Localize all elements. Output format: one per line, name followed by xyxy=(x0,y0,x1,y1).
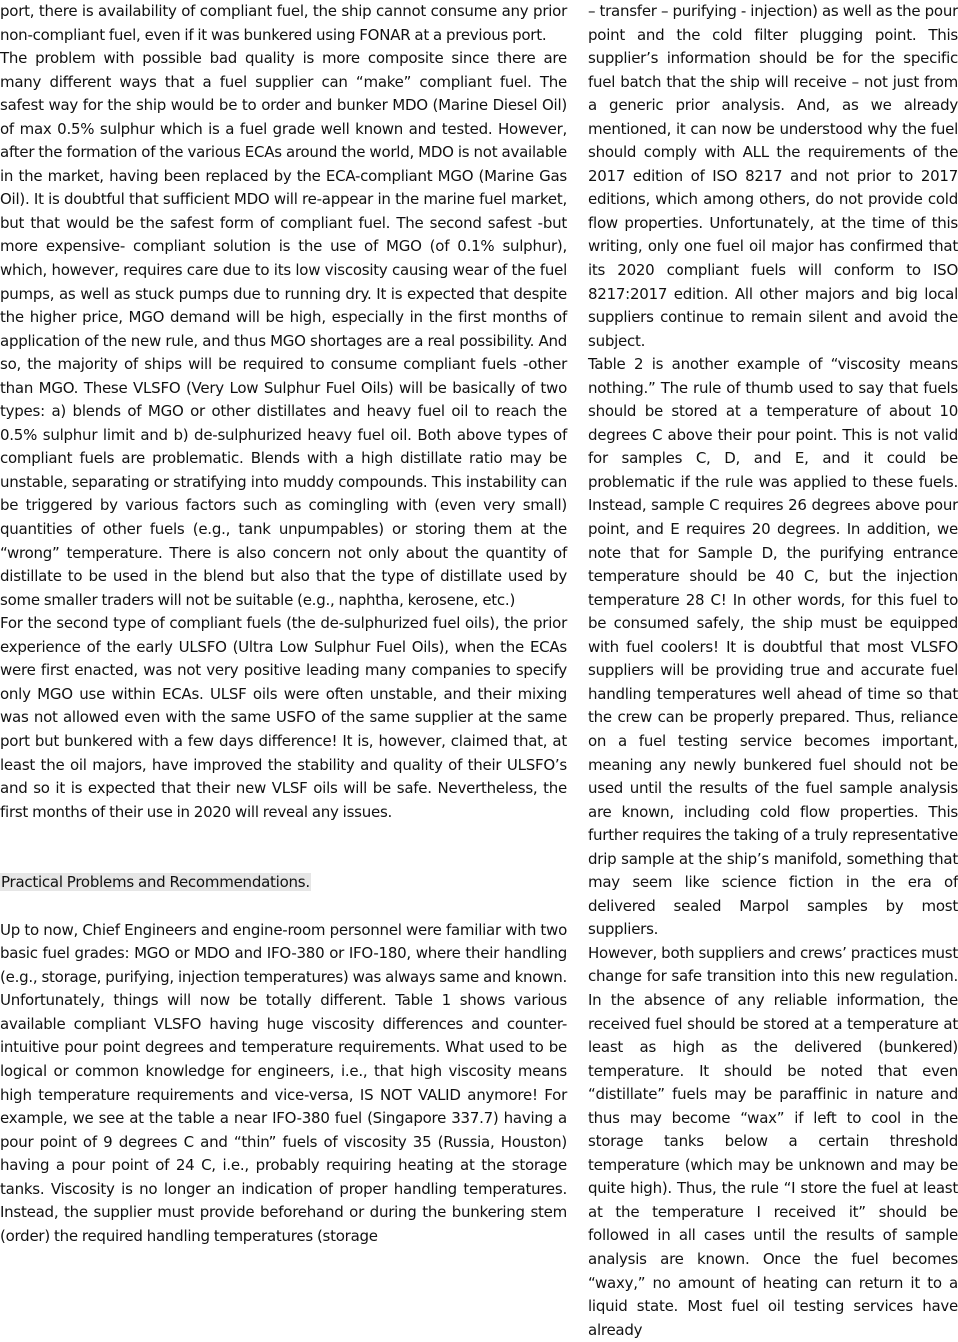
right-column xyxy=(588,0,958,1342)
paragraph-desulphurized-fuels: For the second type of compliant fuels (the de-sulphurized fuel oils), the prior experience of the early ULSFO (Ultra Low Sulphur Fuel Oils), when the ECAs were first enacted, was not very positive leading many companies to specify only MGO use within ECAs. ULSF oils were often unstable, and their mixing was not allowed even with the same USFO of the same supplier at the same port but bunkered with a few days difference! It is, however, claimed that, at least the oil majors, have improved the stability and quality of their ULSFO’s and so it is expected that their new VLSF oils will be safe. Nevertheless, the first months of their use in 2020 will reveal any issues. xyxy=(0,614,567,821)
section-heading: Practical Problems and Recommendations. xyxy=(1,873,310,892)
paragraph-continued-port: port, there is availability of compliant fuel, the ship cannot consume any prior non-compliant fuel, even if it was bunkered using FONAR at a previous port. xyxy=(0,2,567,44)
paragraph-supplier-info: – transfer – purifying - injection) as well as the pour point and the cold filter plugging point. This supplier’s information should be for the specific fuel batch that the ship will receive – not just from a generic prior analysis. And, as we already mentioned, it can now be understood why the fuel should comply with ALL the requirements of the 2017 edition of ISO 8217 and not prior to 2017 editions, which among others, do not provide cold flow properties. Unfortunately, at the time of this writing, only one fuel oil major has confirmed that its 2020 compliant fuels will conform to ISO 8217:2017 edition. All other majors and big local suppliers continue to remain silent and avoid the subject. xyxy=(588,2,958,350)
spacer xyxy=(0,895,567,919)
paragraph-practical-problems: Up to now, Chief Engineers and engine-room personnel were familiar with two basic fuel grades: MGO or MDO and IFO-380 or IFO-180, where their handling (e.g., storage, purifying, injection temperatures) was always same and known. Unfortunately, things will now be totally different. Table 1 shows various available compliant VLSFO having huge viscosity differences and counter-intuitive pour point degrees and temperature requirements. What used to be logical or common knowledge for engineers, i.e., that high viscosity means high temperature requirements and vice-versa, IS NOT VALID anymore! For example, we see at the table a near IFO-380 fuel (Singapore 337.7) having a pour point of 9 degrees C and “thin” fuels of viscosity 35 (Russia, Houston) having a pour point of 24 C, i.e., probably requiring heating at the storage tanks. Viscosity is no longer an indication of proper handling temperatures. Instead, the supplier must provide beforehand or during the bunkering stem (order) the required handling temperatures (storage xyxy=(0,920,567,1245)
section-heading-wrap xyxy=(0,871,567,895)
paragraph-table-2: Table 2 is another example of “viscosity means nothing.” The rule of thumb used to say that fuels should be stored at a temperature of about 10 degrees C above their pour point. This is not valid for samples C, D, and E, and it could be problematic if the rule was applied to these fuels. Instead, sample C requires 26 degrees above pour point, and E requires 20 degrees. In addition, we note that for Sample D, the purifying entrance temperature should be 40 C, but the injection temperature 28 C! In other words, for this fuel to be consumed safely, the ship must be equipped with fuel coolers! It is doubtful that most VLSFO suppliers will be providing true and accurate fuel handling temperatures well ahead of time so that the crew can be properly prepared. Thus, reliance on a fuel testing service becomes important, meaning any newly bunkered fuel should not be used until the results of the fuel sample analysis are known, including cold flow properties. This further requires the taking of a truly representative drip sample at the ship’s manifold, something that may seem like science fiction in the era of delivered sealed Marpol samples by most suppliers. xyxy=(588,355,958,939)
spacer xyxy=(0,824,567,871)
paragraph-fuel-quality: The problem with possible bad quality is more composite since there are many different ways that a fuel supplier can “make” compliant fuel. The safest way for the ship would be to order and bunker MDO (Marine Diesel Oil) of max 0.5% sulphur which is a fuel grade well known and tested. However, after the formation of the various ECAs around the world, MDO is not available in the market, having been replaced by the ECA-compliant MGO (Marine Gas Oil). It is doubtful that sufficient MDO will re-appear in the marine fuel market, but that would be the safest form of compliant fuel. The second safest -but more expensive- compliant solution is the use of MGO (of 0.1% sulphur), which, however, requires care due to its low viscosity causing wear of the fuel pumps, as well as stuck pumps due to running dry. It is expected that despite the higher price, MGO demand will be high, especially in the first months of application of the new rule, and thus MGO shortages are a real possibility. And so, the majority of ships will be required to consume compliant fuels -other than MGO. These VLSFO (Very Low Sulphur Fuel Oils) will be basically of two types: a) blends of MGO or other distillates and heavy fuel oil to reach the 0.5% sulphur limit and b) de-sulphurized heavy fuel oil. Both above types of compliant fuels are problematic. Blends with a high distillate ratio may be unstable, separating or stratifying into muddy compounds. This instability can be triggered by various factors such as comingling with (even very small) quantities of other fuels (e.g., tank unpumpables) or storing them at the “wrong” temperature. There is also concern not only about the quantity of distillate to be used in the blend but also that the type of distillate used by some smaller traders will not be suitable (e.g., naphtha, kerosene, etc.) xyxy=(0,49,567,609)
paragraph-practices-change: However, both suppliers and crews’ practices must change for safe transition into this new regulation. In the absence of any reliable information, the received fuel should be stored at a temperature at least as high as the delivered (bunkered) temperature. It should be noted that even “distillate” fuels may be paraffinic in nature and thus may become “wax” if left to cool in the storage tanks below a certain threshold temperature (which may be unknown and may be quite high). Thus, the rule “I store the fuel at least at the temperature I received it” should be followed in all cases until the results of sample analysis are known. Once the fuel becomes “waxy,” no amount of heating can return it to a liquid state. Most fuel oil testing services have already xyxy=(588,943,958,1339)
